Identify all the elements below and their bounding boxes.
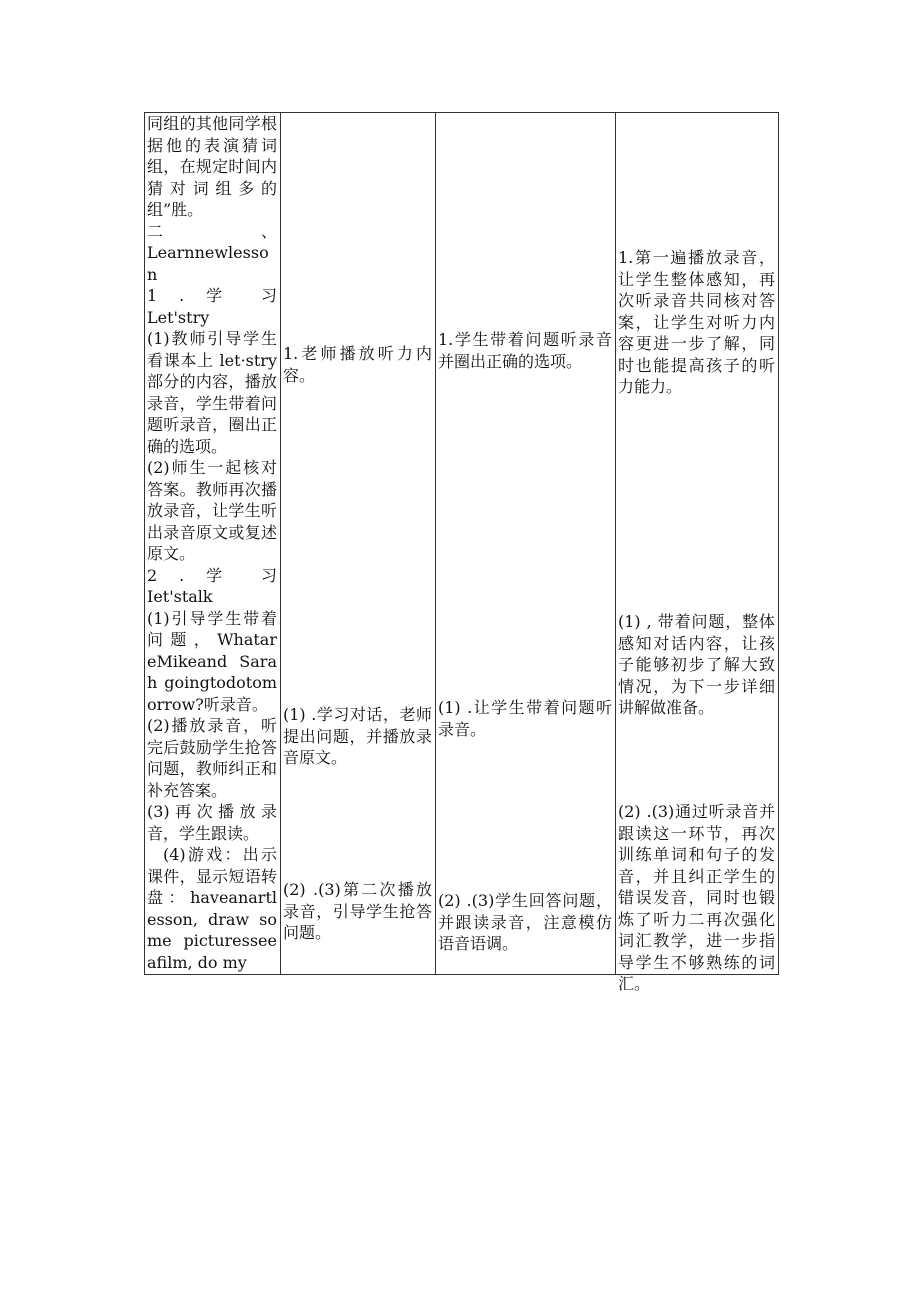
paragraph: 二 、 [147,221,277,241]
paragraph: Learnnewlesson [147,243,269,284]
paragraph: 1.老师播放听力内容。 [283,344,432,385]
paragraph: 同组的其他同学根据他的表演猜词组，在规定时间内猜对词组多的组”胜。 [147,114,277,219]
teaching-process-cell [145,113,281,975]
student-activity-cell [436,113,616,975]
teacher-activity-1 [283,343,432,386]
paragraph: (4)游戏：出示课件，显示短语转 盘 ： haveanartlesson, draw some picturesseeafilm, do my [147,845,277,972]
teacher-activity-3 [283,879,432,944]
teacher-activity-cell [281,113,436,975]
paragraph: (1)教师引导学生看课本上 let·stry 部分的内容，播放录音，学生带着问题听录音，圈出正确的选项。 [147,329,277,456]
paragraph: (1)引导学生带着问 题 ， WhatareMikeand Sarah goingtodotomorrow?听录音。 [147,608,277,714]
paragraph: (3)再次播放录音，学生跟读。 [147,802,277,843]
paragraph: (1) .学习对话，老师提出问题，并播放录音原文。 [283,705,432,767]
student-activity-1 [438,329,612,372]
student-activity-2 [438,697,612,740]
paragraph: 2 . 学 习 [147,565,277,585]
paragraph: Let'stry [147,307,210,327]
paragraph: Iet'stalk [147,587,213,606]
teaching-process-text [147,113,277,973]
paragraph: (1) , 带着问题，整体感知对话内容，让孩子能够初步了解大致情况，为下一步详细讲解做准备。 [618,612,775,717]
design-intent-2 [618,611,775,719]
design-intent-cell [616,113,779,993]
paragraph: 1 . 学 习 [147,286,277,305]
paragraph: (2)师生一起核对答案。教师再次播放录音，让学生听出录音原文或复述原文。 [147,458,277,563]
table-row [145,113,779,975]
paragraph: (2)播放录音，听完后鼓励学生抢答问题，教师纠正和补充答案。 [147,716,277,800]
paragraph: 1.第一遍播放录音，让学生整体感知，再次听录音共同核对答案，让学生对听力内容更进一步了解，同时也能提高孩子的听力能力。 [618,248,775,396]
teacher-activity-2 [283,704,432,769]
paragraph: (2) .(3)第二次播放录音，引导学生抢答问题。 [283,880,432,942]
paragraph: 1.学生带着问题听录音并圈出正确的选项。 [438,330,612,371]
design-intent-1 [618,247,775,398]
student-activity-3 [438,890,612,955]
paragraph: (1) .让学生带着问题听录音。 [438,698,612,739]
paragraph: (2) .(3)通过听录音并跟读这一环节，再次训练单词和句子的发音，并且纠正学生的错误发音，同时也锻炼了听力二再次强化词汇教学，进一步指导学生不够熟练的词汇。 [618,802,775,993]
lesson-plan-table [144,112,779,993]
paragraph: (2) .(3)学生回答问题，并跟读录音，注意模仿语音语调。 [438,891,612,953]
design-intent-3 [618,801,775,995]
